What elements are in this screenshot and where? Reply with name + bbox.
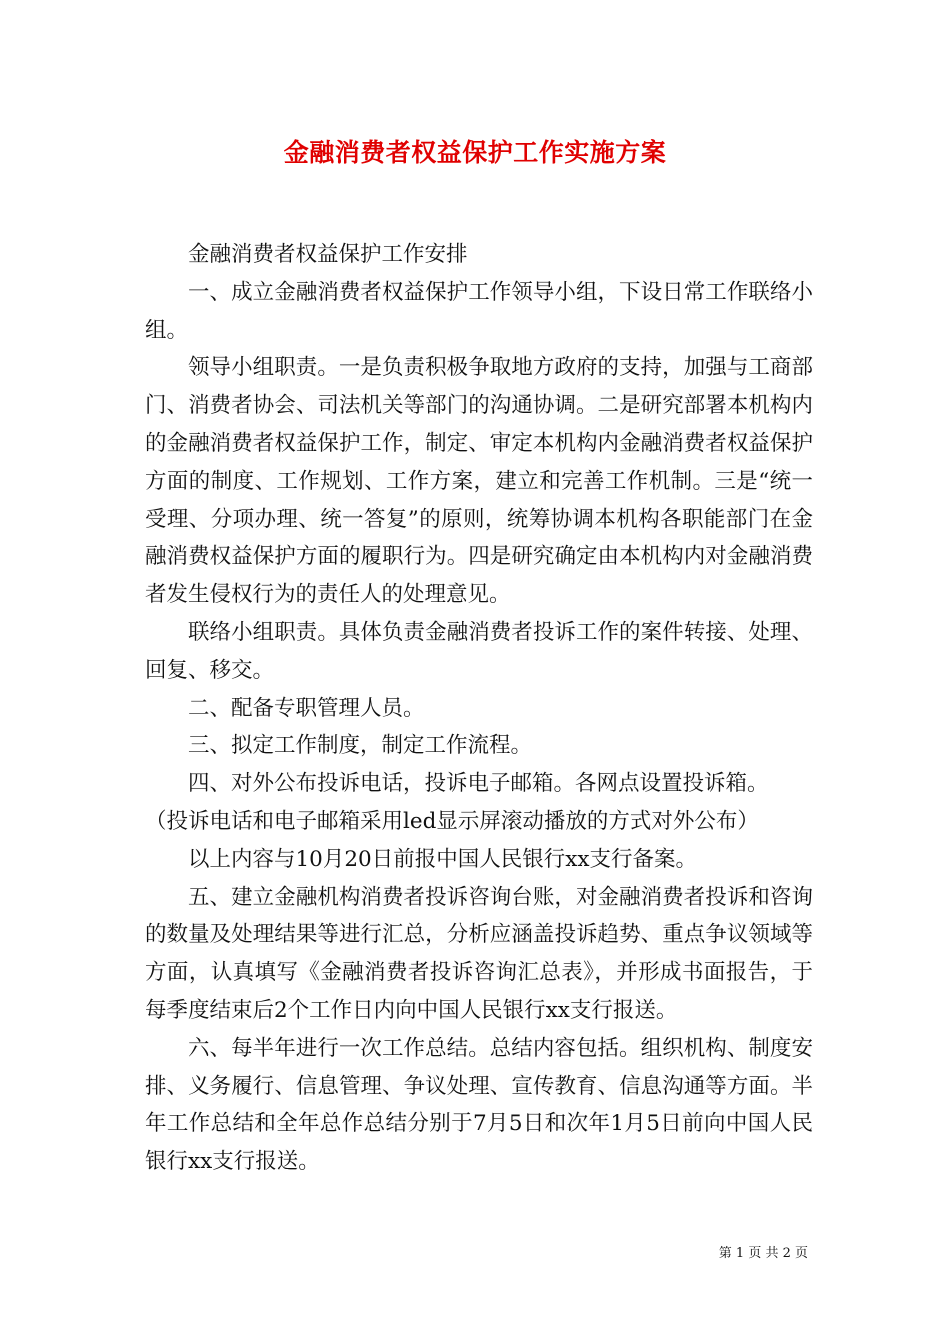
paragraph-item-4-note: （投诉电话和电子邮箱采用led显示屏滚动播放的方式对外公布） <box>145 808 759 834</box>
paragraph-item-5: 五、建立金融机构消费者投诉咨询台账，对金融消费者投诉和咨询的数量及处理结果等进行汇总，分析应涵盖投诉趋势、重点争议领域等方面，认真填写《金融消费者投诉咨询汇总表》，并形成书面报告，于每季度结束后2个工作日内向中国人民银行xx支行报送。 <box>145 884 813 1023</box>
paragraph-item-6: 六、每半年进行一次工作总结。总结内容包括。组织机构、制度安排、义务履行、信息管理、争议处理、宣传教育、信息沟通等方面。半年工作总结和全年总作总结分别于7月5日和次年1月5日前向中国人民银行xx支行报送。 <box>145 1035 813 1175</box>
paragraph-leader-group-duties: 领导小组职责。一是负责积极争取地方政府的支持，加强与工商部门、消费者协会、司法机关等部门的沟通协调。二是研究部署本机构内的金融消费者权益保护工作，制定、审定本机构内金融消费者权益保护方面的制度、工作规划、工作方案，建立和完善工作机制。三是“统一受理、分项办理、统一答复”的原则，统筹协调本机构各职能部门在金融消费权益保护方面的履职行为。四是研究确定由本机构内对金融消费者发生侵权行为的责任人的处理意见。 <box>145 355 813 608</box>
paragraph-item-3: 三、拟定工作制度，制定工作流程。 <box>188 733 533 759</box>
paragraph-item-2: 二、配备专职管理人员。 <box>188 695 425 721</box>
paragraph-item-4: 四、对外公布投诉电话，投诉电子邮箱。各网点设置投诉箱。 <box>188 771 769 797</box>
page-number-footer: 第 1 页 共 2 页 <box>718 1246 808 1261</box>
paragraph-liaison-group-duties: 联络小组职责。具体负责金融消费者投诉工作的案件转接、处理、回复、移交。 <box>145 619 813 683</box>
paragraph-heading: 金融消费者权益保护工作安排 <box>188 242 468 267</box>
document-title: 金融消费者权益保护工作实施方案 <box>283 138 667 167</box>
document-body <box>145 236 813 1181</box>
paragraph-item-1: 一、成立金融消费者权益保护工作领导小组，下设日常工作联络小组。 <box>145 279 813 343</box>
paragraph-filing-note: 以上内容与10月20日前报中国人民银行xx支行备案。 <box>188 846 697 872</box>
